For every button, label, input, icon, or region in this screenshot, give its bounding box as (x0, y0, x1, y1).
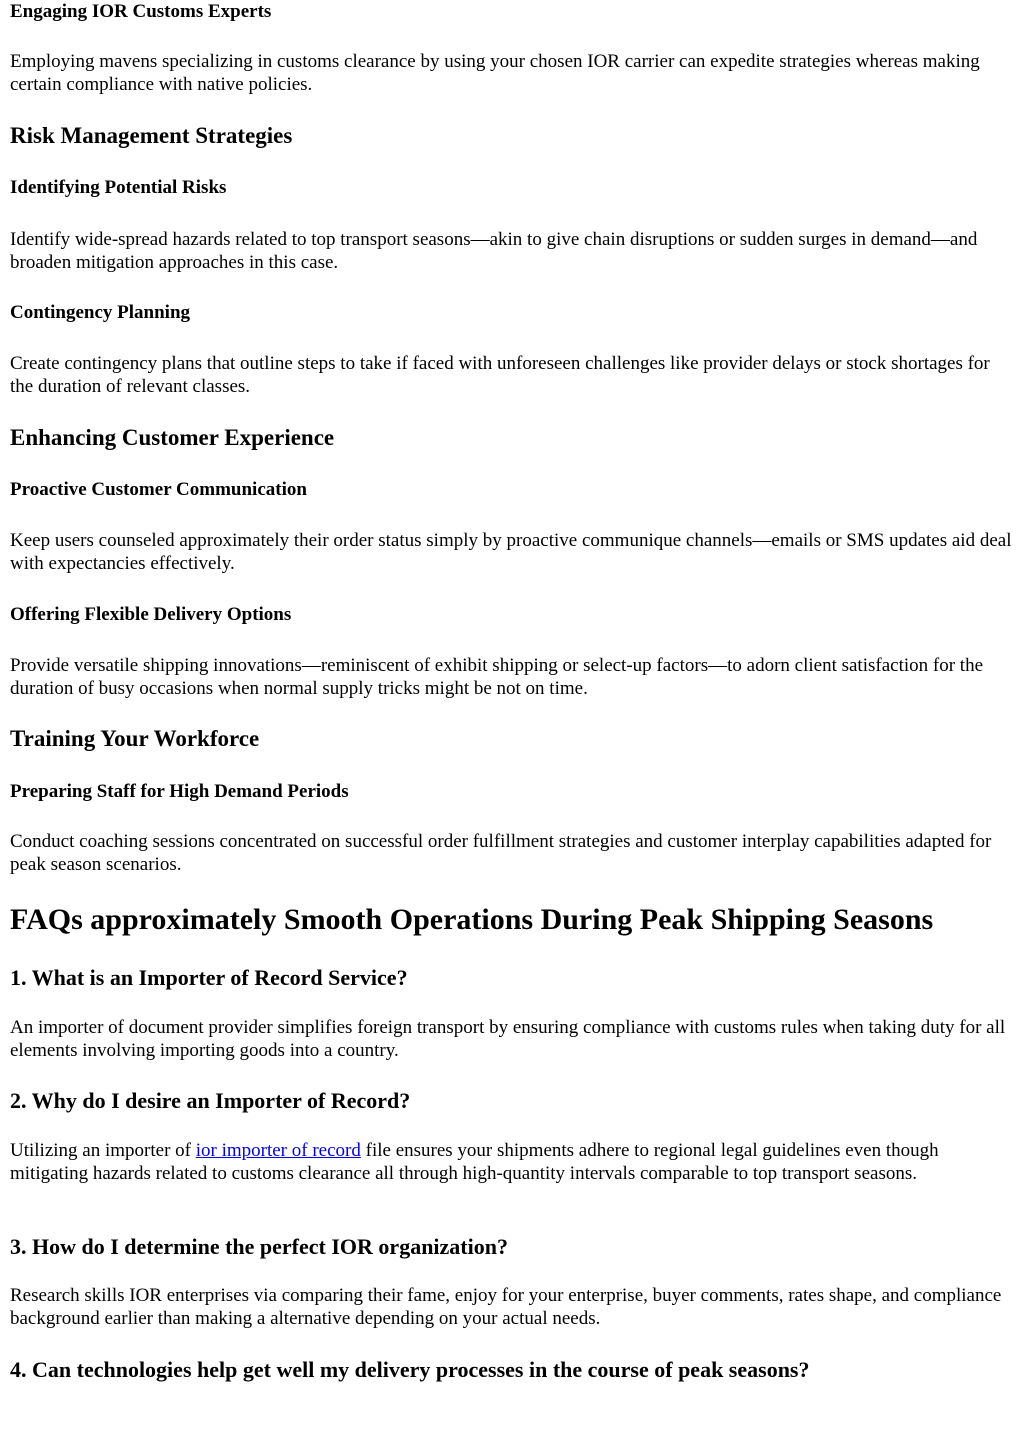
faq-answer-2-text-before: Utilizing an importer of (10, 1140, 196, 1161)
heading-contingency-planning: Contingency Planning (10, 302, 191, 323)
faq-question-1: 1. What is an Importer of Record Service? (10, 965, 408, 990)
faq-question-4: 4. Can technologies help get well my delivery processes in the course of peak seasons? (10, 1357, 810, 1382)
heading-training-workforce: Training Your Workforce (10, 726, 260, 751)
paragraph-engaging-ior: Employing mavens specializing in customs clearance by using your chosen IOR carrier can expedite strategies whereas making certain compliance with native policies. (10, 51, 980, 95)
heading-engaging-ior: Engaging IOR Customs Experts (10, 1, 272, 22)
heading-preparing-staff: Preparing Staff for High Demand Periods (10, 781, 349, 802)
heading-customer-experience: Enhancing Customer Experience (10, 425, 335, 450)
heading-identifying-risks: Identifying Potential Risks (10, 177, 227, 198)
faq-answer-2-text-after: file ensures your shipments adhere to regional legal guidelines even though mitigating hazards related to customs clearance all through high-quantity intervals comparable to top transport seasons. (10, 1140, 939, 1184)
faq-question-2: 2. Why do I desire an Importer of Record? (10, 1088, 411, 1113)
paragraph-proactive-communication: Keep users counseled approximately their order status simply by proactive communique channels—emails or SMS updates aid deal with expectancies effectively. (10, 530, 1012, 574)
paragraph-identifying-risks: Identify wide-spread hazards related to top transport seasons—akin to give chain disruptions or sudden surges in demand—and broaden mitigation approaches in this case. (10, 229, 978, 273)
faq-answer-1: An importer of document provider simplifies foreign transport by ensuring compliance with customs rules when taking duty for all elements involving importing goods into a country. (10, 1017, 1006, 1061)
heading-faqs: FAQs approximately Smooth Operations During Peak Shipping Seasons (10, 903, 934, 936)
paragraph-contingency-planning: Create contingency plans that outline steps to take if faced with unforeseen challenges like provider delays or stock shortages for the duration of relevant classes. (10, 353, 990, 397)
heading-flexible-delivery: Offering Flexible Delivery Options (10, 604, 292, 625)
faq-answer-3: Research skills IOR enterprises via comparing their fame, enjoy for your enterprise, buyer comments, rates shape, and compliance background earlier than making a alternative depending on your actual needs. (10, 1285, 1002, 1329)
ior-importer-of-record-link[interactable]: ior importer of record (195, 1140, 361, 1161)
faq-answer-2 (10, 1139, 1014, 1185)
paragraph-flexible-delivery: Provide versatile shipping innovations—reminiscent of exhibit shipping or select-up factors—to adorn client satisfaction for the duration of busy occasions when normal supply tricks might be not on time. (10, 655, 983, 699)
faq-question-3: 3. How do I determine the perfect IOR organization? (10, 1234, 508, 1259)
heading-risk-management: Risk Management Strategies (10, 123, 293, 148)
paragraph-preparing-staff: Conduct coaching sessions concentrated on successful order fulfillment strategies and customer interplay capabilities adapted for peak season scenarios. (10, 831, 992, 875)
heading-proactive-communication: Proactive Customer Communication (10, 479, 307, 500)
